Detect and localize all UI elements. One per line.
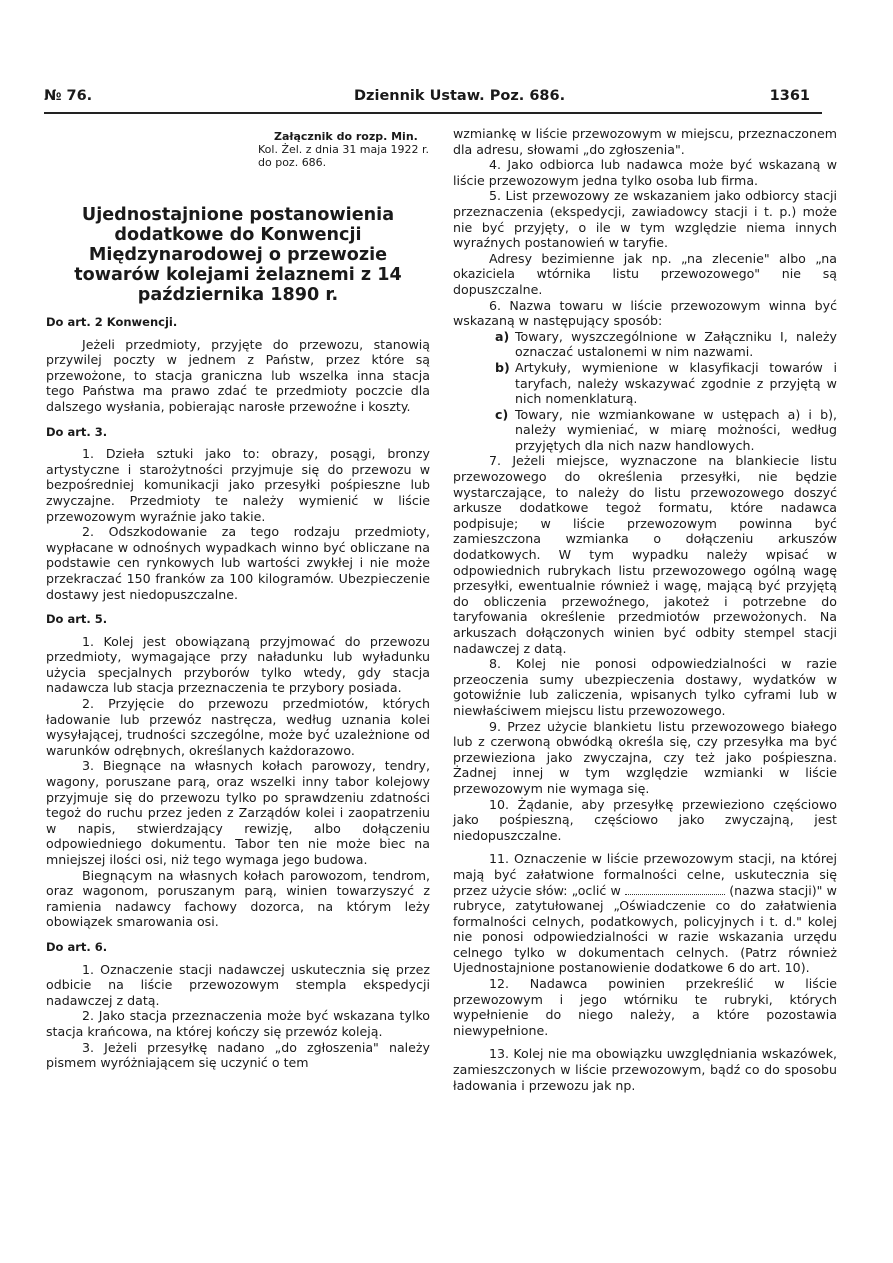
paragraph: 1. Kolej jest obowiązaną przyjmować do przewozu przedmioty, wymagające przy naładunku lub wyładunku użycia specjalnych przyborów tylko wtedy, gdy stacja nadawcza lub stacja przeznaczenia te przybory posiada. — [46, 633, 430, 696]
page-number: 1361 — [769, 88, 810, 104]
paragraph: 12. Nadawca powinien przekreślić w liście przewozowym i jego wtórniku te rubryki, których wypełnienie do niego należy, a które pozostawia niewypełnione. — [453, 976, 837, 1038]
paragraph: 7. Jeżeli miejsce, wyznaczone na blankiecie listu przewozowego do określenia przesyłki, nie będzie wystarczające, to należy do listu przewozowego doszyć arkusze dodatkowe tegoż formatu, które nadawca podpisuje; w liście przewozowym powinna być zamieszczona wzmianka o dołączeniu arkuszów dodatkowych. W tym wypadku należy wpisać w odpowiednich rubrykach listu przewozowego ogólną wagę przesyłki, ewentualnie również i wagę, mającą być przyjętą do obliczenia przewoźnego, jakoteż i potrzebne do taryfowania określenie przedmiotów przewożonych. Na arkuszach dołączonych winien być odbity stempel stacji nadawczej z datą. — [453, 453, 837, 656]
section-heading-art5: Do art. 5. — [46, 612, 108, 627]
list-item: c) Towary, nie wzmiankowane w ustępach a) i b), należy wymieniać, w miarę możności, według przyjętych dla nich nazw handlowych. — [495, 406, 837, 453]
paragraph-11: 11. Oznaczenie w liście przewozowym stacji, na której mają być załatwione formalności celne, uskutecznia się przez użycie słów: „oclić w (nazwa stacji)" w rubryce, zatytułowanej „Oświadczenie co do załatwienia formalności celnych, podatkowych, policyjnych i t. d." kolej nie ponosi odpowiedzialności w razie wskazania urzędu celnego tylko w dokumentach celnych. (Patrz również Ujednostajnione postanowienie dodatkowe 6 do art. 10). — [453, 851, 837, 976]
left-column — [46, 126, 430, 1071]
paragraph: wzmiankę w liście przewozowym w miejscu, przeznaczonem dla adresu, słowami „do zgłoszenia". — [453, 126, 837, 157]
goods-naming-list — [495, 329, 837, 454]
paragraph: 9. Przez użycie blankietu listu przewozowego białego lub z czerwoną obwódką określa się, czy przesyłka ma być przewieziona jako zwyczajna, czy też jako pośpieszna. Żadnej innej w tym względzie wzmianki w liście przewozowym nie wymaga się. — [453, 718, 837, 796]
paragraph: 6. Nazwa towaru w liście przewozowym winna być wskazaną w następujący sposób: — [453, 297, 837, 329]
list-item: a) Towary, wyszczególnione w Załączniku I, należy oznaczać ustalonemi w nim nazwami. — [495, 328, 837, 360]
section-heading-art3: Do art. 3. — [46, 424, 108, 439]
right-column — [453, 126, 837, 1093]
paragraph: 13. Kolej nie ma obowiązku uwzględniania wskazówek, zamieszczonych w liście przewozowym, bądź co do sposobu ładowania i przewozu jak np. — [453, 1046, 837, 1093]
section-heading-art6: Do art. 6. — [46, 939, 108, 954]
paragraph: 1. Oznaczenie stacji nadawczej uskutecznia się przez odbicie na liście przewozowym stempla ekspedycji nadawczej z datą. — [46, 961, 430, 1008]
issue-number: № 76. — [44, 88, 93, 104]
header-rule — [44, 112, 822, 114]
paragraph: 4. Jako odbiorca lub nadawca może być wskazaną w liście przewozowym jedna tylko osoba lub firma. — [453, 157, 837, 188]
paragraph: 5. List przewozowy ze wskazaniem jako odbiorcy stacji przeznaczenia (ekspedycji, zawiadowcy stacji i t. p.) może nie być przyjęty, o ile w tym względzie niema innych wyraźnych postanowień w taryfie. — [453, 188, 837, 251]
attachment-note — [258, 130, 430, 169]
paragraph: 2. Odszkodowanie za tego rodzaju przedmioty, wypłacane w odnośnych wypadkach winno być obliczane na podstawie cen rynkowych lub wartości zwykłej i nie może przekraczać 150 franków za 100 kilogramów. Ubezpieczenie dostawy jest niedopuszczalne. — [46, 524, 430, 602]
section-heading-art2: Do art. 2 Konwencji. — [46, 315, 178, 329]
paragraph: 2. Przyjęcie do przewozu przedmiotów, których ładowanie lub przewóz nastręcza, według uznania kolei wysyłającej, trudności szczególne, może być uzależnione od warunków odrębnych, określanych każdorazowo. — [46, 696, 430, 758]
attachment-line-3: do poz. 686. — [258, 156, 327, 169]
paragraph: 10. Żądanie, aby przesyłkę przewieziono częściowo jako pośpieszną, częściowo jako zwyczajną, jest niedopuszczalne. — [453, 796, 837, 843]
paragraph: 2. Jako stacja przeznaczenia może być wskazana tylko stacja krańcowa, na której kończy się przewóz koleją. — [46, 1008, 430, 1039]
paragraph: 3. Biegnące na własnych kołach parowozy, tendry, wagony, poruszane parą, oraz wszelki inny tabor kolejowy przyjmuje się do przewozu tylko po sprawdzeniu zdatności tegoż do ruchu przez jeden z Zarządów kolei i zaopatrzeniu w napis, stwierdzający rewizję, albo dołączeniu odpowiedniego dokumentu. Tabor ten nie może biec na mniejszej ilości osi, niż tego wymaga jego budowa. — [46, 758, 430, 867]
list-item: b) Artykuły, wymienione w klasyfikacji towarów i taryfach, należy wskazywać zgodnie z przyjętą w nich nomenklaturą. — [495, 359, 837, 407]
paragraph: Adresy bezimienne jak np. „na zlecenie" albo „na okaziciela wtórnika listu przewozowego" nie są dopuszczalne. — [453, 250, 837, 297]
page-header — [44, 88, 820, 110]
attachment-line-2: Kol. Żel. z dnia 31 maja 1922 r. — [258, 143, 430, 156]
paragraph: 1. Dzieła sztuki jako to: obrazy, posągi, bronzy artystyczne i starożytności przyjmuje się do przewozu w bezpośredniej komunikacji jako przesyłki pośpieszne lub zwyczajne. Przedmioty te należy wymienić w liście przewozowym wyraźnie jako takie. — [46, 446, 430, 524]
journal-title: Dziennik Ustaw. Poz. 686. — [354, 88, 566, 104]
paragraph: Jeżeli przedmioty, przyjęte do przewozu, stanowią przywilej poczty w jednem z Państw, przez które są przewożone, to stacja graniczna lub wszelka inna stacja tego Państwa ma prawo zdać te przedmioty poczcie dla dalszego wysłania, pobierając narosłe przewoźne i koszty. — [46, 336, 430, 414]
attachment-line-1: Załącznik do rozp. Min. — [274, 130, 418, 143]
dotted-fill-line — [625, 884, 725, 895]
paragraph: 3. Jeżeli przesyłkę nadano „do zgłoszenia" należy pismem wyróżniającem się uczynić o tem — [46, 1039, 430, 1071]
paragraph: Biegnącym na własnych kołach parowozom, tendrom, oraz wagonom, poruszanym parą, winien towarzyszyć z ramienia nadawcy fachowy dozorca, na którym leży obowiązek smarowania osi. — [46, 867, 430, 930]
document-title: Ujednostajnione postanowienia dodatkowe do Konwencji Międzynarodowej o przewozie towarów kolejami żelaznemi z 14 października 1890 r. — [74, 205, 402, 305]
paragraph: 8. Kolej nie ponosi odpowiedzialności w razie przeoczenia sumy ubezpieczenia dostawy, wydatków w gotowiźnie lub zaliczenia, wpisanych tylko cyframi lub w niewłaściwem miejscu listu przewozowego. — [453, 656, 837, 718]
